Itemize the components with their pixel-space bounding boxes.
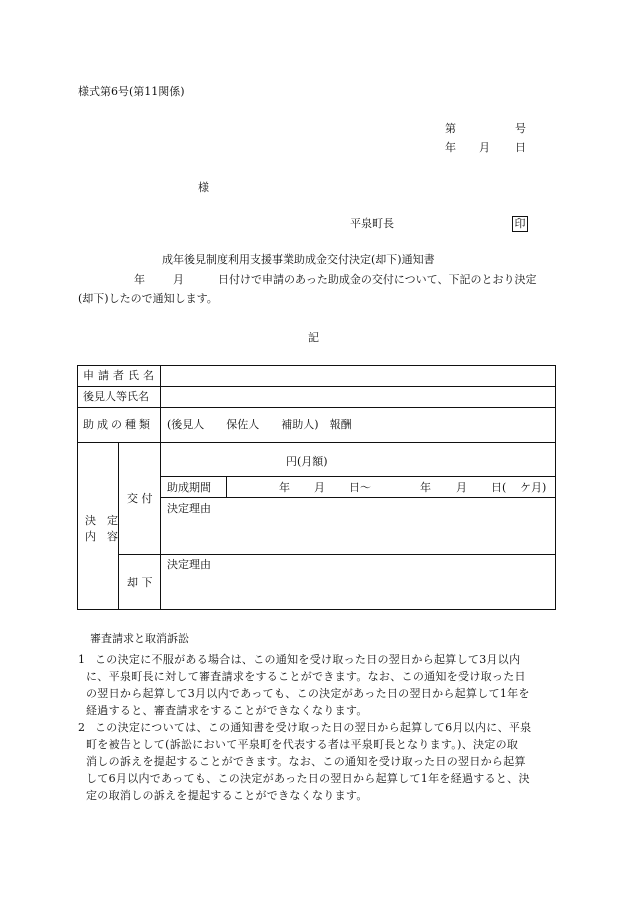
document-title: 成年後見制度利用支援事業助成金交付決定(却下)通知書	[162, 253, 435, 266]
intro-year: 年	[134, 273, 145, 286]
reject-reason-label: 決定理由	[167, 558, 211, 571]
grant-reason-label: 決定理由	[167, 502, 211, 515]
notice-heading: 審査請求と取消訴訟	[90, 632, 189, 645]
intro-line1: 日付けで申請のあった助成金の交付について、下記のとおり決定	[218, 273, 537, 286]
amount-label: 円(月額)	[286, 455, 328, 468]
date-day: 日	[515, 141, 526, 154]
period-month-1: 月	[314, 481, 325, 494]
notice-item2-continued	[86, 736, 530, 804]
period-year-1: 年	[279, 481, 290, 494]
decision-label-1: 決 定	[85, 514, 118, 527]
guardian-name-label: 後見人等氏名	[83, 390, 149, 403]
doc-number-go: 号	[515, 122, 526, 135]
notice-item1-line: の翌日から起算して3月以内であっても、この決定があった日の翌日から起算して1年を	[86, 687, 530, 700]
notice-item2-text	[95, 719, 531, 736]
notice-item1-line: 経過すると、審査請求をすることができなくなります。	[86, 704, 368, 717]
period-day-2: 日(	[491, 481, 507, 494]
notice-item2-line: 消しの訴えを提起することができます。なお、この通知を受け取った日の翌日から起算	[86, 755, 526, 768]
intro-line2: (却下)したので通知します。	[78, 292, 218, 305]
notice-item2-number: 2	[78, 721, 85, 734]
doc-number-dai: 第	[445, 122, 456, 135]
notice-item1-line: この決定に不服がある場合は、この通知を受け取った日の翌日から起算して3月以内	[95, 653, 521, 666]
notice-item2-line: この決定については、この通知書を受け取った日の翌日から起算して6月以内に、平泉	[95, 721, 532, 734]
grant-label: 交 付	[127, 492, 153, 505]
period-year-2: 年	[420, 481, 431, 494]
addressee-suffix: 様	[198, 181, 209, 194]
period-day-1: 日〜	[349, 481, 371, 494]
issuer-name: 平泉町長	[350, 217, 394, 230]
notice-item1-text	[95, 651, 520, 668]
notice-item2-line: して6月以内であっても、この決定があった日の翌日から起算して1年を経過すると、決	[86, 772, 530, 785]
notice-item2-line: 町を被告として(訴訟において平泉町を代表する者は平泉町長となります。)、決定の取	[86, 738, 519, 751]
period-months: ケ月)	[520, 481, 547, 494]
decision-label-2: 内 容	[85, 530, 118, 543]
ki-label: 記	[308, 331, 319, 344]
aid-type-value: (後見人 保佐人 補助人) 報酬	[167, 418, 352, 431]
notice-item1-line: に、平泉町長に対して審査請求をすることができます。なお、この通知を受け取った日	[86, 670, 526, 683]
date-year: 年	[445, 141, 456, 154]
form-number: 様式第6号(第11関係)	[78, 85, 185, 98]
notice-item2-line: 定の取消しの訴えを提起することができなくなります。	[86, 789, 368, 802]
seal-box: 印	[512, 216, 528, 232]
period-month-2: 月	[456, 481, 467, 494]
period-label: 助成期間	[167, 481, 211, 494]
intro-month: 月	[173, 273, 184, 286]
aid-type-label: 助成の種類	[83, 418, 153, 431]
notice-item1-number: 1	[78, 653, 85, 666]
date-month: 月	[479, 141, 490, 154]
notice-item1-continued	[86, 668, 530, 719]
applicant-name-label: 申請者氏名	[83, 369, 158, 382]
reject-label: 却 下	[127, 576, 153, 589]
